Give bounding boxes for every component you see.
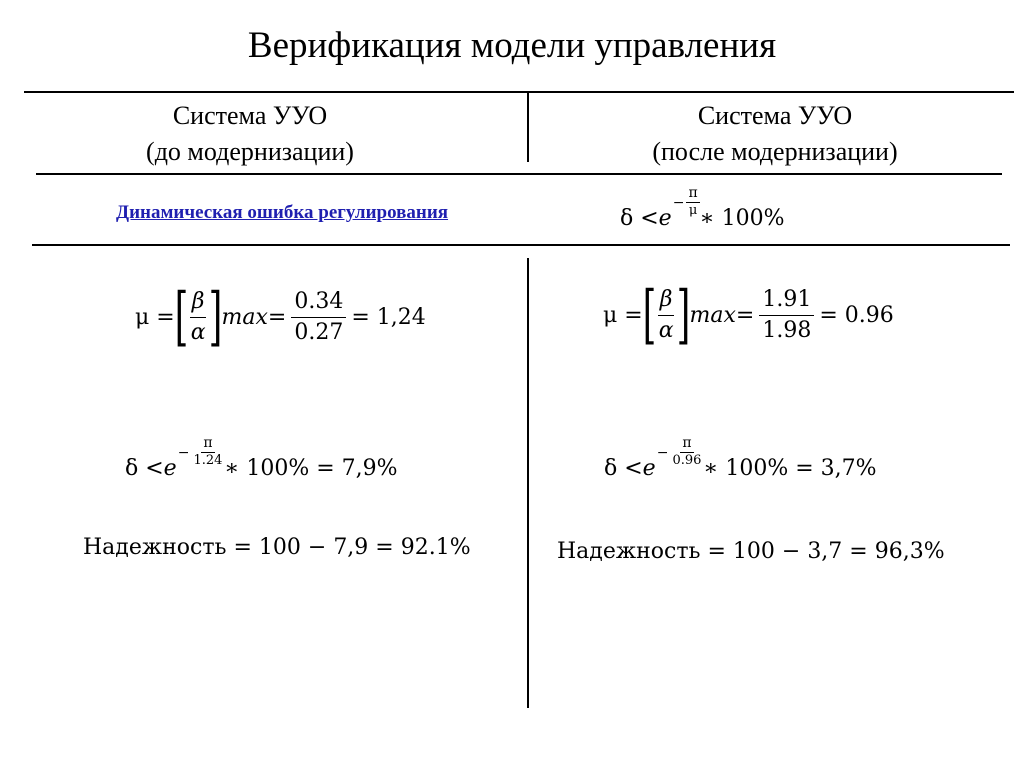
- mu-denominator: 0.27: [294, 319, 344, 345]
- left-header-line2: (до модернизации): [146, 137, 354, 166]
- delta-rhs: ∗ 100% = 3,7%: [703, 455, 877, 481]
- main-vertical-divider: [527, 258, 529, 708]
- page-title: Верификация модели управления: [247, 25, 777, 66]
- left-mu-formula: [135, 280, 426, 354]
- right-column-header: [590, 98, 960, 170]
- right-bracket: ]: [676, 278, 690, 352]
- left-reliability: Надежность = 100 − 7,9 = 92.1%: [83, 535, 471, 560]
- beta-symbol: β: [190, 289, 207, 317]
- right-reliability: Надежность = 100 − 3,7 = 96,3%: [557, 539, 945, 564]
- header-bottom-divider: [36, 173, 1002, 175]
- right-header-line1: Система УУО: [697, 101, 853, 130]
- exponent-denominator: 1.24: [193, 453, 223, 469]
- beta-symbol: β: [658, 287, 675, 315]
- max-label: max: [689, 302, 736, 328]
- mu-result: = 1,24: [351, 304, 426, 330]
- delta-exponent: [178, 436, 225, 469]
- exponent-sign: −: [656, 445, 669, 461]
- equals-sign: =: [735, 302, 755, 328]
- right-delta-formula: [604, 435, 877, 485]
- mu-numerator: 1.91: [759, 287, 814, 315]
- max-label: max: [221, 304, 268, 330]
- delta-lhs: δ <: [125, 455, 164, 481]
- left-column-header: [70, 98, 430, 170]
- formula-bottom-divider: [32, 244, 1010, 246]
- alpha-symbol: α: [190, 319, 206, 345]
- left-header-line1: Система УУО: [172, 101, 328, 130]
- exponent-sign: −: [177, 445, 190, 461]
- formula-base: e: [658, 205, 672, 231]
- header-vertical-divider: [527, 92, 529, 162]
- delta-rhs: ∗ 100% = 7,9%: [224, 455, 398, 481]
- mu-lhs: μ =: [603, 302, 643, 328]
- exponent-denominator: μ: [688, 203, 698, 219]
- delta-base: e: [642, 455, 656, 481]
- alpha-symbol: α: [658, 317, 674, 343]
- right-bracket: ]: [208, 280, 222, 354]
- exponent-numerator: π: [680, 436, 693, 453]
- equals-sign: =: [267, 304, 287, 330]
- delta-base: e: [163, 455, 177, 481]
- formula-exponent: [673, 186, 700, 219]
- delta-exponent: [657, 436, 704, 469]
- mu-result: = 0.96: [819, 302, 894, 328]
- delta-lhs: δ <: [604, 455, 643, 481]
- top-divider: [24, 91, 1014, 93]
- mu-denominator: 1.98: [762, 317, 812, 343]
- mu-lhs: μ =: [135, 304, 175, 330]
- left-bracket: [: [174, 280, 189, 354]
- exponent-numerator: π: [686, 186, 699, 203]
- left-delta-formula: [125, 435, 398, 485]
- formula-lhs: δ <: [620, 205, 659, 231]
- left-bracket: [: [642, 278, 657, 352]
- formula-rhs: ∗ 100%: [699, 205, 785, 231]
- exponent-sign: −: [672, 195, 685, 211]
- mu-numerator: 0.34: [291, 289, 346, 317]
- right-mu-formula: [603, 278, 894, 352]
- exponent-denominator: 0.96: [672, 453, 702, 469]
- exponent-numerator: π: [201, 436, 214, 453]
- dynamic-error-link[interactable]: Динамическая ошибка регулирования: [116, 202, 449, 223]
- general-delta-formula: [620, 185, 785, 235]
- right-header-line2: (после модернизации): [652, 137, 898, 166]
